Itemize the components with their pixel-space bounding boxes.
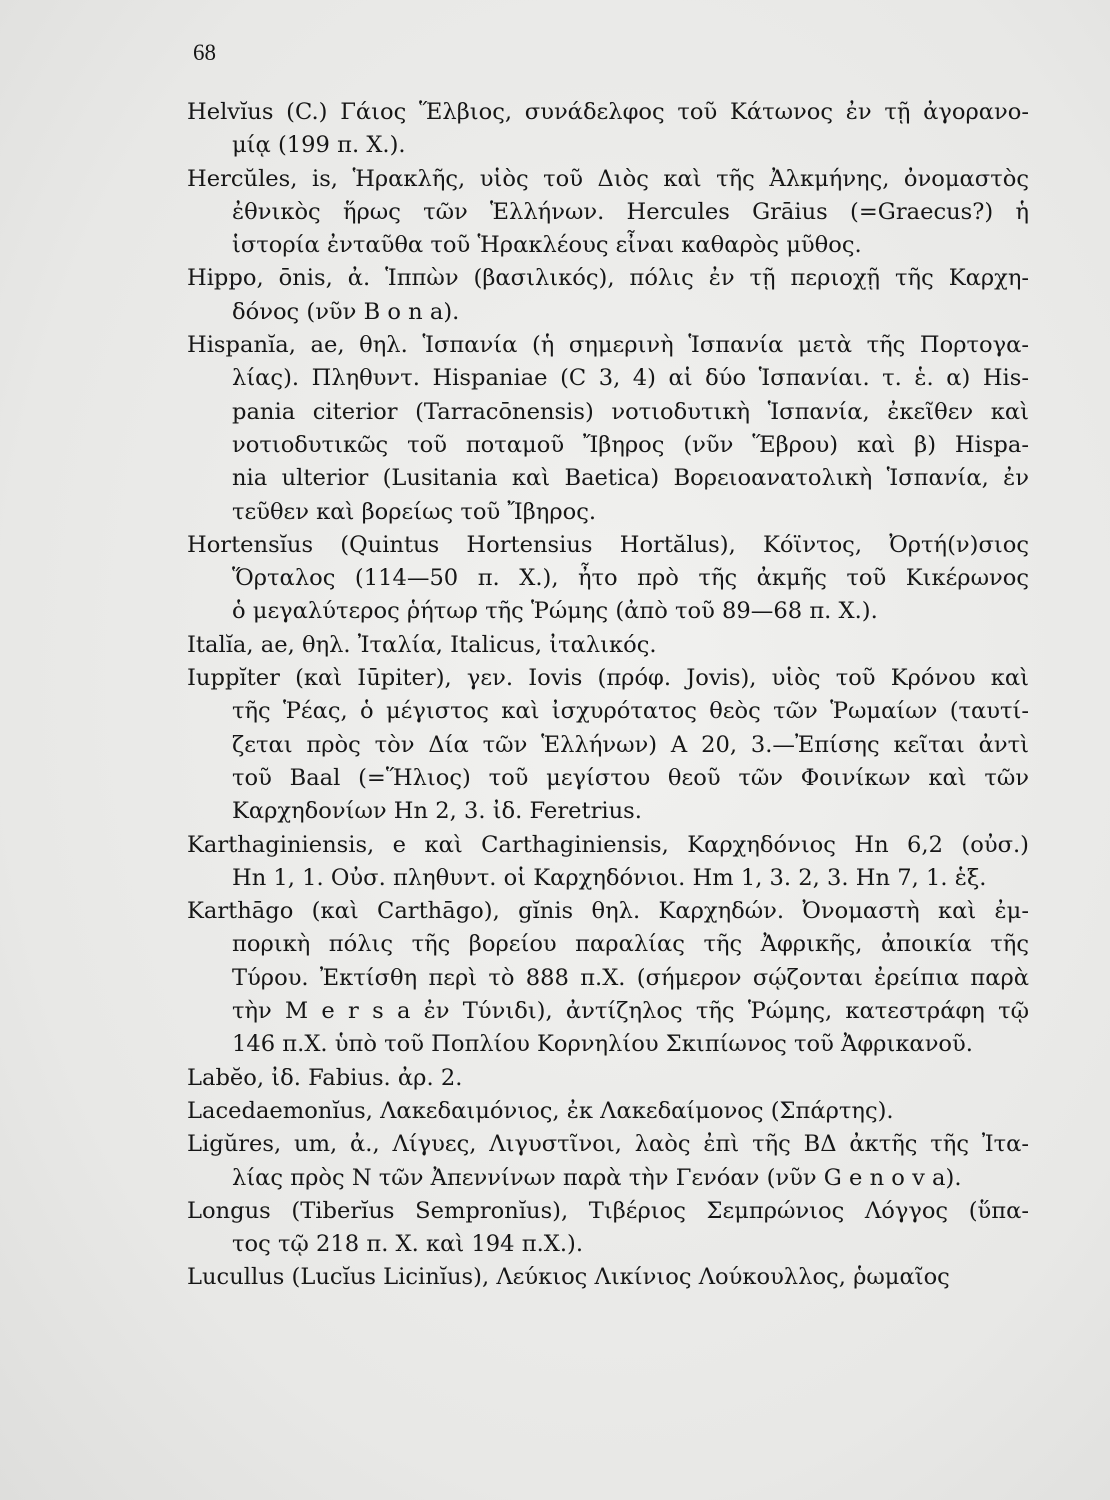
entry-continuation-line: δόνος (νῦν B o n a). — [232, 298, 460, 325]
entry-continuation-line: λίας). Πληθυντ. Hispaniae (C 3, 4) αἱ δύο Ἱσπανίαι. τ. ἑ. α) His- — [232, 365, 1029, 392]
dictionary-entry-helvius — [187, 96, 1029, 163]
entry-continuation-line: τοῦ Baal (=Ἥλιος) τοῦ μεγίστου θεοῦ τῶν Φοινίκων καὶ τῶν — [232, 764, 1029, 791]
entry-headline: Lucullus (Lucĭus Licinĭus), Λεύκιος Λικίνιος Λούκουλλος, ῥωμαῖος — [187, 1264, 950, 1291]
entry-continuation-line: Hn 1, 1. Οὐσ. πληθυντ. οἱ Καρχηδόνιοι. Hm 1, 3. 2, 3. Hn 7, 1. ἑξ. — [232, 864, 987, 891]
dictionary-entry-hippo — [187, 262, 1029, 329]
dictionary-entry-ligures — [187, 1128, 1029, 1195]
entry-continuation-line: λίας πρὸς Ν τῶν Ἀπεννίνων παρὰ τὴν Γενόαν (νῦν G e n o v a). — [232, 1164, 962, 1191]
entry-continuation-line: τος τῷ 218 π. Χ. καὶ 194 π.Χ.). — [232, 1231, 584, 1258]
entry-continuation-line: νοτιοδυτικῶς τοῦ ποταμοῦ Ἴβηρος (νῦν Ἕβρου) καὶ β) Hispa- — [232, 431, 1029, 458]
entry-headline: Karthaginiensis, e καὶ Carthaginiensis, Καρχηδόνιος Hn 6,2 (οὐσ.) — [187, 831, 1029, 858]
dictionary-entry-lucullus — [187, 1261, 1029, 1294]
entry-continuation-line: Καρχηδονίων Hn 2, 3. ἰδ. Feretrius. — [232, 798, 642, 825]
dictionary-entry-longus — [187, 1195, 1029, 1262]
dictionary-entry-iuppiter — [187, 662, 1029, 828]
entry-continuation-line: 146 π.Χ. ὑπὸ τοῦ Ποπλίου Κορνηλίου Σκιπίωνος τοῦ Ἀφρικανοῦ. — [232, 1031, 973, 1058]
entry-headline: Helvĭus (C.) Γάιος Ἕλβιος, συνάδελφος τοῦ Κάτωνος ἐν τῇ ἀγορανο- — [187, 99, 1029, 125]
entry-continuation-line: τῆς Ῥέας, ὁ μέγιστος καὶ ἰσχυρότατος θεὸς τῶν Ῥωμαίων (ταυτί- — [232, 698, 1029, 725]
entry-headline: Ligŭres, um, ἀ., Λίγυες, Λιγυστῖνοι, λαὸς ἐπὶ τῆς ΒΔ ἀκτῆς τῆς Ἰτα- — [187, 1131, 1029, 1158]
entry-headline: Italĭa, ae, θηλ. Ἰταλία, Italicus, ἰταλικός. — [187, 631, 657, 658]
entry-continuation-line: Ὅρταλος (114—50 π. Χ.), ἦτο πρὸ τῆς ἀκμῆς τοῦ Κικέρωνος — [232, 565, 1029, 592]
entry-continuation-line: πορικὴ πόλις τῆς βορείου παραλίας τῆς Ἀφρικῆς, ἀποικία τῆς — [232, 931, 1029, 958]
entry-continuation-line: pania citerior (Tarracōnensis) νοτιοδυτικὴ Ἱσπανία, ἐκεῖθεν καὶ — [232, 398, 1029, 425]
entry-continuation-line: Τύρου. Ἐκτίσθη περὶ τὸ 888 π.Χ. (σήμερον σῴζονται ἐρείπια παρὰ — [232, 964, 1029, 991]
dictionary-entry-hispania — [187, 329, 1029, 529]
entry-headline: Longus (Tiberĭus Sempronĭus), Τιβέριος Σεμπρώνιος Λόγγος (ὕπα- — [187, 1197, 1029, 1224]
entry-headline: Labĕo, ἰδ. Fabius. ἀρ. 2. — [187, 1064, 463, 1091]
page-number: 68 — [193, 40, 216, 65]
entry-headline: Hortensĭus (Quintus Hortensius Hortălus), Κόϊντος, Ὀρτή(ν)σιος — [187, 531, 1029, 558]
entry-headline: Hippo, ōnis, ἀ. Ἱππὼν (βασιλικός), πόλις ἐν τῇ περιοχῇ τῆς Καρχη- — [187, 265, 1029, 292]
entry-continuation-line: ζεται πρὸς τὸν Δία τῶν Ἑλλήνων) A 20, 3.—Ἐπίσης κεῖται ἀντὶ — [232, 731, 1029, 758]
entry-headline: Hercŭles, is, Ἡρακλῆς, υἱὸς τοῦ Διὸς καὶ τῆς Ἀλκμήνης, ὀνομαστὸς — [187, 165, 1029, 192]
dictionary-entry-italia — [187, 629, 1029, 662]
entry-headline: Lacedaemonĭus, Λακεδαιμόνιος, ἐκ Λακεδαίμονος (Σπάρτης). — [187, 1097, 894, 1124]
dictionary-entry-hercules — [187, 163, 1029, 263]
entry-continuation-line: ἱστορία ἐνταῦθα τοῦ Ἡρακλέους εἶναι καθαρὸς μῦθος. — [232, 232, 862, 259]
dictionary-entry-labeo — [187, 1062, 1029, 1095]
entry-continuation-line: τὴν M e r s a ἐν Τύνιδι), ἀντίζηλος τῆς Ῥώμης, κατεστράφη τῷ — [232, 998, 1029, 1025]
dictionary-entry-lacedaemonius — [187, 1095, 1029, 1128]
dictionary-entries — [187, 96, 1029, 1295]
entry-continuation-line: τεῦθεν καὶ βορείως τοῦ Ἴβηρος. — [232, 498, 597, 525]
dictionary-entry-karthago — [187, 895, 1029, 1061]
dictionary-entry-hortensius — [187, 529, 1029, 629]
dictionary-entry-karthaginiensis — [187, 829, 1029, 896]
entry-headline: Karthāgo (καὶ Carthāgo), gĭnis θηλ. Καρχηδών. Ὀνομαστὴ καὶ ἐμ- — [187, 898, 1029, 925]
entry-continuation-line: ἐθνικὸς ἥρως τῶν Ἑλλήνων. Hercules Grāius (=Graecus?) ἡ — [232, 198, 1029, 225]
entry-headline: Hispanĭa, ae, θηλ. Ἱσπανία (ἡ σημερινὴ Ἱσπανία μετὰ τῆς Πορτογα- — [187, 332, 1029, 359]
entry-headline: Iuppĭter (καὶ Iūpiter), γεν. Iovis (πρόφ. Jovis), υἱὸς τοῦ Κρόνου καὶ — [187, 665, 1029, 692]
entry-continuation-line: nia ulterior (Lusitania καὶ Baetica) Βορειοανατολικὴ Ἱσπανία, ἐν — [232, 465, 1029, 492]
entry-continuation-line: ὁ μεγαλύτερος ῥήτωρ τῆς Ῥώμης (ἀπὸ τοῦ 89—68 π. Χ.). — [232, 598, 878, 625]
entry-continuation-line: μίᾳ (199 π. Χ.). — [232, 132, 406, 159]
